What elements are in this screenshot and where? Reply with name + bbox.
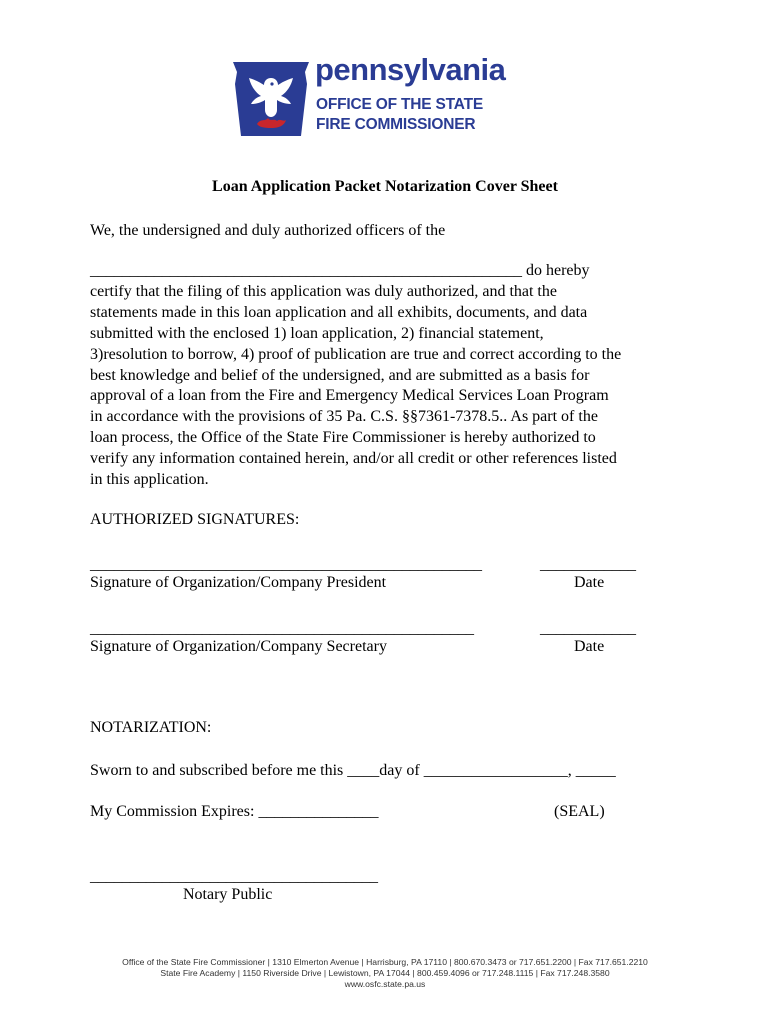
body-line: in accordance with the provisions of 35 Pa. C.S. §§7361-7378.5.. As part of the: [90, 408, 598, 426]
body-line: submitted with the enclosed 1) loan application, 2) financial statement,: [90, 324, 544, 342]
notary-signature-line[interactable]: ____________________________________: [90, 868, 378, 885]
body-line: certify that the filing of this application was duly authorized, and that the: [90, 282, 557, 300]
body-line: verify any information contained herein, and/or all credit or other references listed: [90, 450, 617, 468]
body-line: in this application.: [90, 471, 209, 489]
president-signature-label: Signature of Organization/Company President: [90, 574, 387, 591]
org-name: pennsylvania: [315, 52, 506, 87]
commission-expires-field[interactable]: My Commission Expires: _______________: [90, 803, 379, 820]
body-line: statements made in this loan application and all exhibits, documents, and data: [90, 303, 588, 321]
body-line: approval of a loan from the Fire and Emergency Medical Services Loan Program: [90, 387, 609, 405]
seal-label: (SEAL): [554, 803, 605, 820]
keystone-eagle-icon: [231, 60, 311, 138]
president-signature-line[interactable]: _________________________________________________: [90, 556, 482, 573]
intro-text: We, the undersigned and duly authorized officers of the: [90, 222, 446, 239]
secretary-signature-label: Signature of Organization/Company Secretary: [90, 638, 387, 655]
president-date-label: Date: [574, 574, 605, 591]
footer-website: www.osfc.state.pa.us: [344, 979, 426, 989]
office-name-line-2: FIRE COMMISSIONER: [316, 116, 476, 133]
office-name-line-1: OFFICE OF THE STATE: [316, 96, 483, 113]
secretary-date-label: Date: [574, 638, 605, 655]
sworn-statement[interactable]: Sworn to and subscribed before me this ____day of __________________, _____: [90, 762, 616, 779]
footer-line-2: State Fire Academy | 1150 Riverside Drive | Lewistown, PA 17044 | 800.459.4096 or 717.248.1115 | Fax 717.248.3580: [160, 968, 610, 978]
certification-paragraph: [90, 261, 690, 491]
body-line: best knowledge and belief of the undersigned, and are submitted as a basis for: [90, 366, 590, 384]
body-line: 3)resolution to borrow, 4) proof of publication are true and correct according to the: [90, 345, 622, 363]
president-date-line[interactable]: ____________: [540, 556, 636, 573]
notary-public-label: Notary Public: [183, 886, 273, 903]
secretary-signature-line[interactable]: ________________________________________________: [90, 620, 474, 637]
body-line: ______________________________________________________ do hereby: [90, 262, 590, 279]
signatures-heading: AUTHORIZED SIGNATURES:: [90, 511, 300, 528]
notarization-heading: NOTARIZATION:: [90, 719, 212, 736]
document-title: Loan Application Packet Notarization Cover Sheet: [212, 178, 558, 195]
footer-line-1: Office of the State Fire Commissioner | 1310 Elmerton Avenue | Harrisburg, PA 17110 | 800.670.3473 or 717.651.2200 | Fax 717.651.2210: [122, 957, 648, 967]
body-line: loan process, the Office of the State Fire Commissioner is hereby authorized to: [90, 429, 596, 447]
secretary-date-line[interactable]: ____________: [540, 620, 636, 637]
agency-logo: [231, 52, 531, 138]
